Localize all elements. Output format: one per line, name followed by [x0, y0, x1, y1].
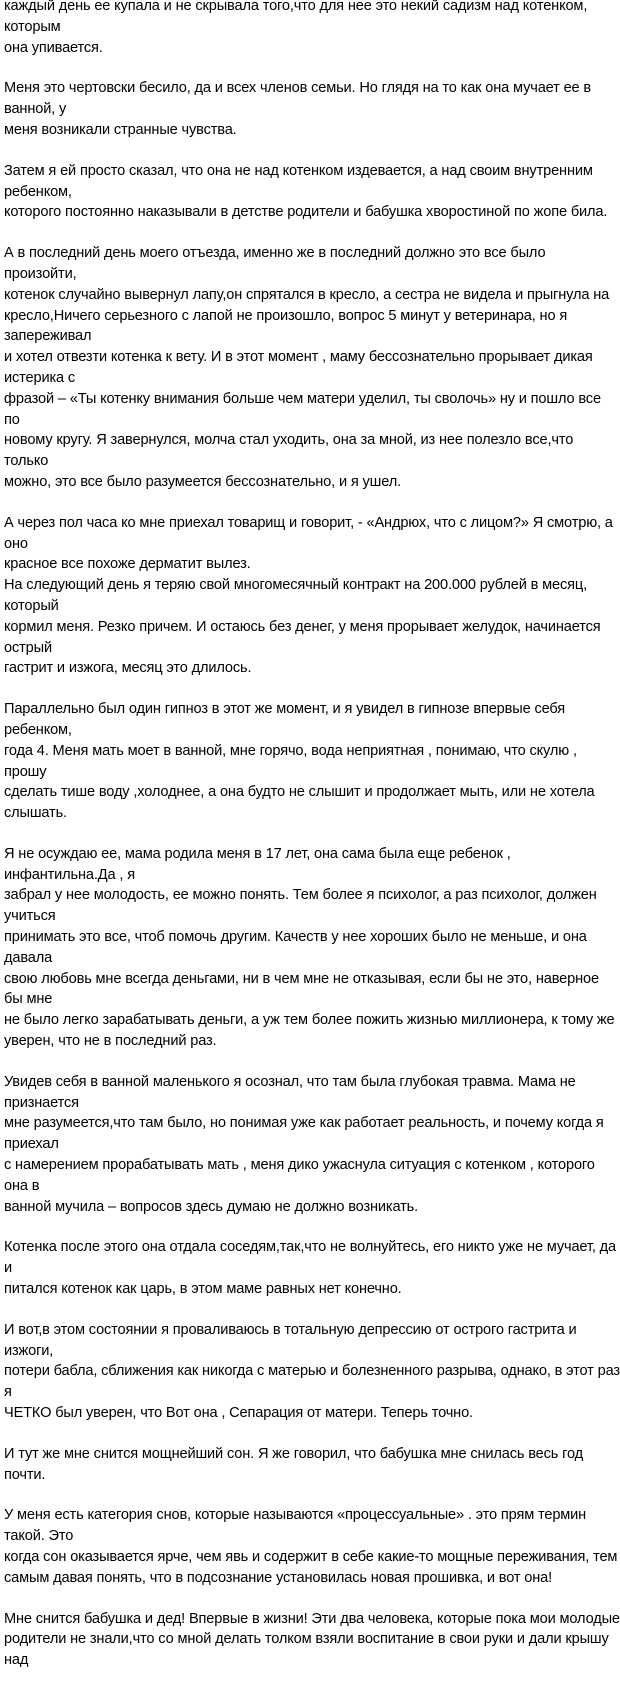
paragraph-hypnosis: Параллельно был один гипноз в этот же момент, и я увидел в гипнозе впервые себя ребенком, года 4. Меня мать моет в ванной, мне горячо, вода неприятная , понимаю, что скулю , прошу сделать тише воду ,холоднее, а она будто не слышит и продолжает мыть, или не хотела слышать.	[4, 701, 595, 822]
paragraph-last-day: А в последний день моего отъезда, именно же в последний должно это все было произойти, котенок случайно вывернул лапу,он спрятался в кресло, а сестра не видела и прыгнула на кресло,Ничего серьезного с лапой не произошло, вопрос 5 минут у ветеринара, но я запереживал и хотел отвезти котенка к вету. И в этот момент , маму бессознательно прорывает дикая истерика с фразой – «Ты котенку внимания больше чем матери уделил, ты сволочь» ну и пошло все по новому кругу. Я завернулся, молча стал уходить, она за мной, из нее полезло все,что только можно, это все было разумеется бессознательно, и я ушел.	[4, 245, 610, 490]
paragraph-powerful-dream: И тут же мне снится мощнейший сон. Я же говорил, что бабушка мне снилась весь год почти.	[4, 1445, 583, 1483]
paragraph-no-judgement: Я не осуждаю ее, мама родила меня в 17 лет, она сама была еще ребенок , инфантильна.Да , я забрал у нее молодость, ее можно понять. Тем более я психолог, а раз психолог, должен учиться принимать это все, чтоб помочь другим. Качеств у нее хороших было не меньше, и она давала свою любовь мне всегда деньгами, ни в чем мне не отказывая, если бы не это, наверное бы мне не было легко зарабатывать деньги, а уж тем более пожить жизнью миллионера, к тому же уверен, что не в последний раз.	[4, 845, 615, 1050]
paragraph-deep-trauma: Увидев себя в ванной маленького я осознал, что там была глубокая травма. Мама не признается мне разумеется,что там было, но понимая уже как работает реальность, и почему когда я приехал с намерением прорабатывать мать , меня дико ужаснула ситуация с котенком , которого она в ванной мучила – вопросов здесь думаю не должно возникать.	[4, 1073, 604, 1215]
paragraph-depression: И вот,в этом состоянии я проваливаюсь в тотальную депрессию от острого гастрита и изжоги, потери бабла, сближения как никогда с матерью и болезненного разрыва, однако, в этот раз я ЧЕТКО был уверен, что Вот она , Сепарация от матери. Теперь точно.	[4, 1321, 620, 1422]
paragraph-grandparents: Мне снится бабушка и дед! Впервые в жизни! Эти два человека, которые пока мои молодые родители не знали,что со мной делать толком взяли воспитание в свои руки и дали крышу над	[4, 1610, 620, 1669]
paragraph-lost-contract: На следующий день я теряю свой многомесячный контракт на 200.000 рублей в месяц, который кормил меня. Резко причем. И остаюсь без денег, у меня прорывает желудок, начинается острый гастрит и изжога, месяц это длилось.	[4, 577, 601, 677]
paragraph-kitten-neighbors: Котенка после этого она отдала соседям,так,что не волнуйтесь, его никто уже не мучает, да и питался котенок как царь, в этом маме равных нет конечно.	[4, 1239, 616, 1298]
paragraph-dermatitis: А через пол часа ко мне приехал товарищ и говорит, - «Андрюх, что с лицом?» Я смотрю, а оно красное все похоже дерматит вылез.	[4, 514, 613, 573]
paragraph-process-dreams: У меня есть категория снов, которые называются «процессуальные» . это прям термин такой. Это когда сон оказывается ярче, чем явь и содержит в себе какие-то мощные переживания, тем самым давая понять, что в подсознание установилась новая прошивка, и вот она!	[4, 1507, 618, 1586]
paragraph-family-irritation: Меня это чертовски бесило, да и всех членов семьи. Но глядя на то как она мучает ее в ванной, у меня возникали странные чувства.	[4, 80, 592, 138]
paragraph-inner-child: Затем я ей просто сказал, что она не над котенком издевается, а над своим внутренним ребенком, которого постоянно наказывали в детстве родители и бабушка хворостиной по жопе била.	[4, 162, 608, 221]
paragraph-kitten-bathing: каждый день ее купала и не скрывала того,что для нее это некий садизм над котенком, которым она упивается.	[4, 0, 588, 56]
